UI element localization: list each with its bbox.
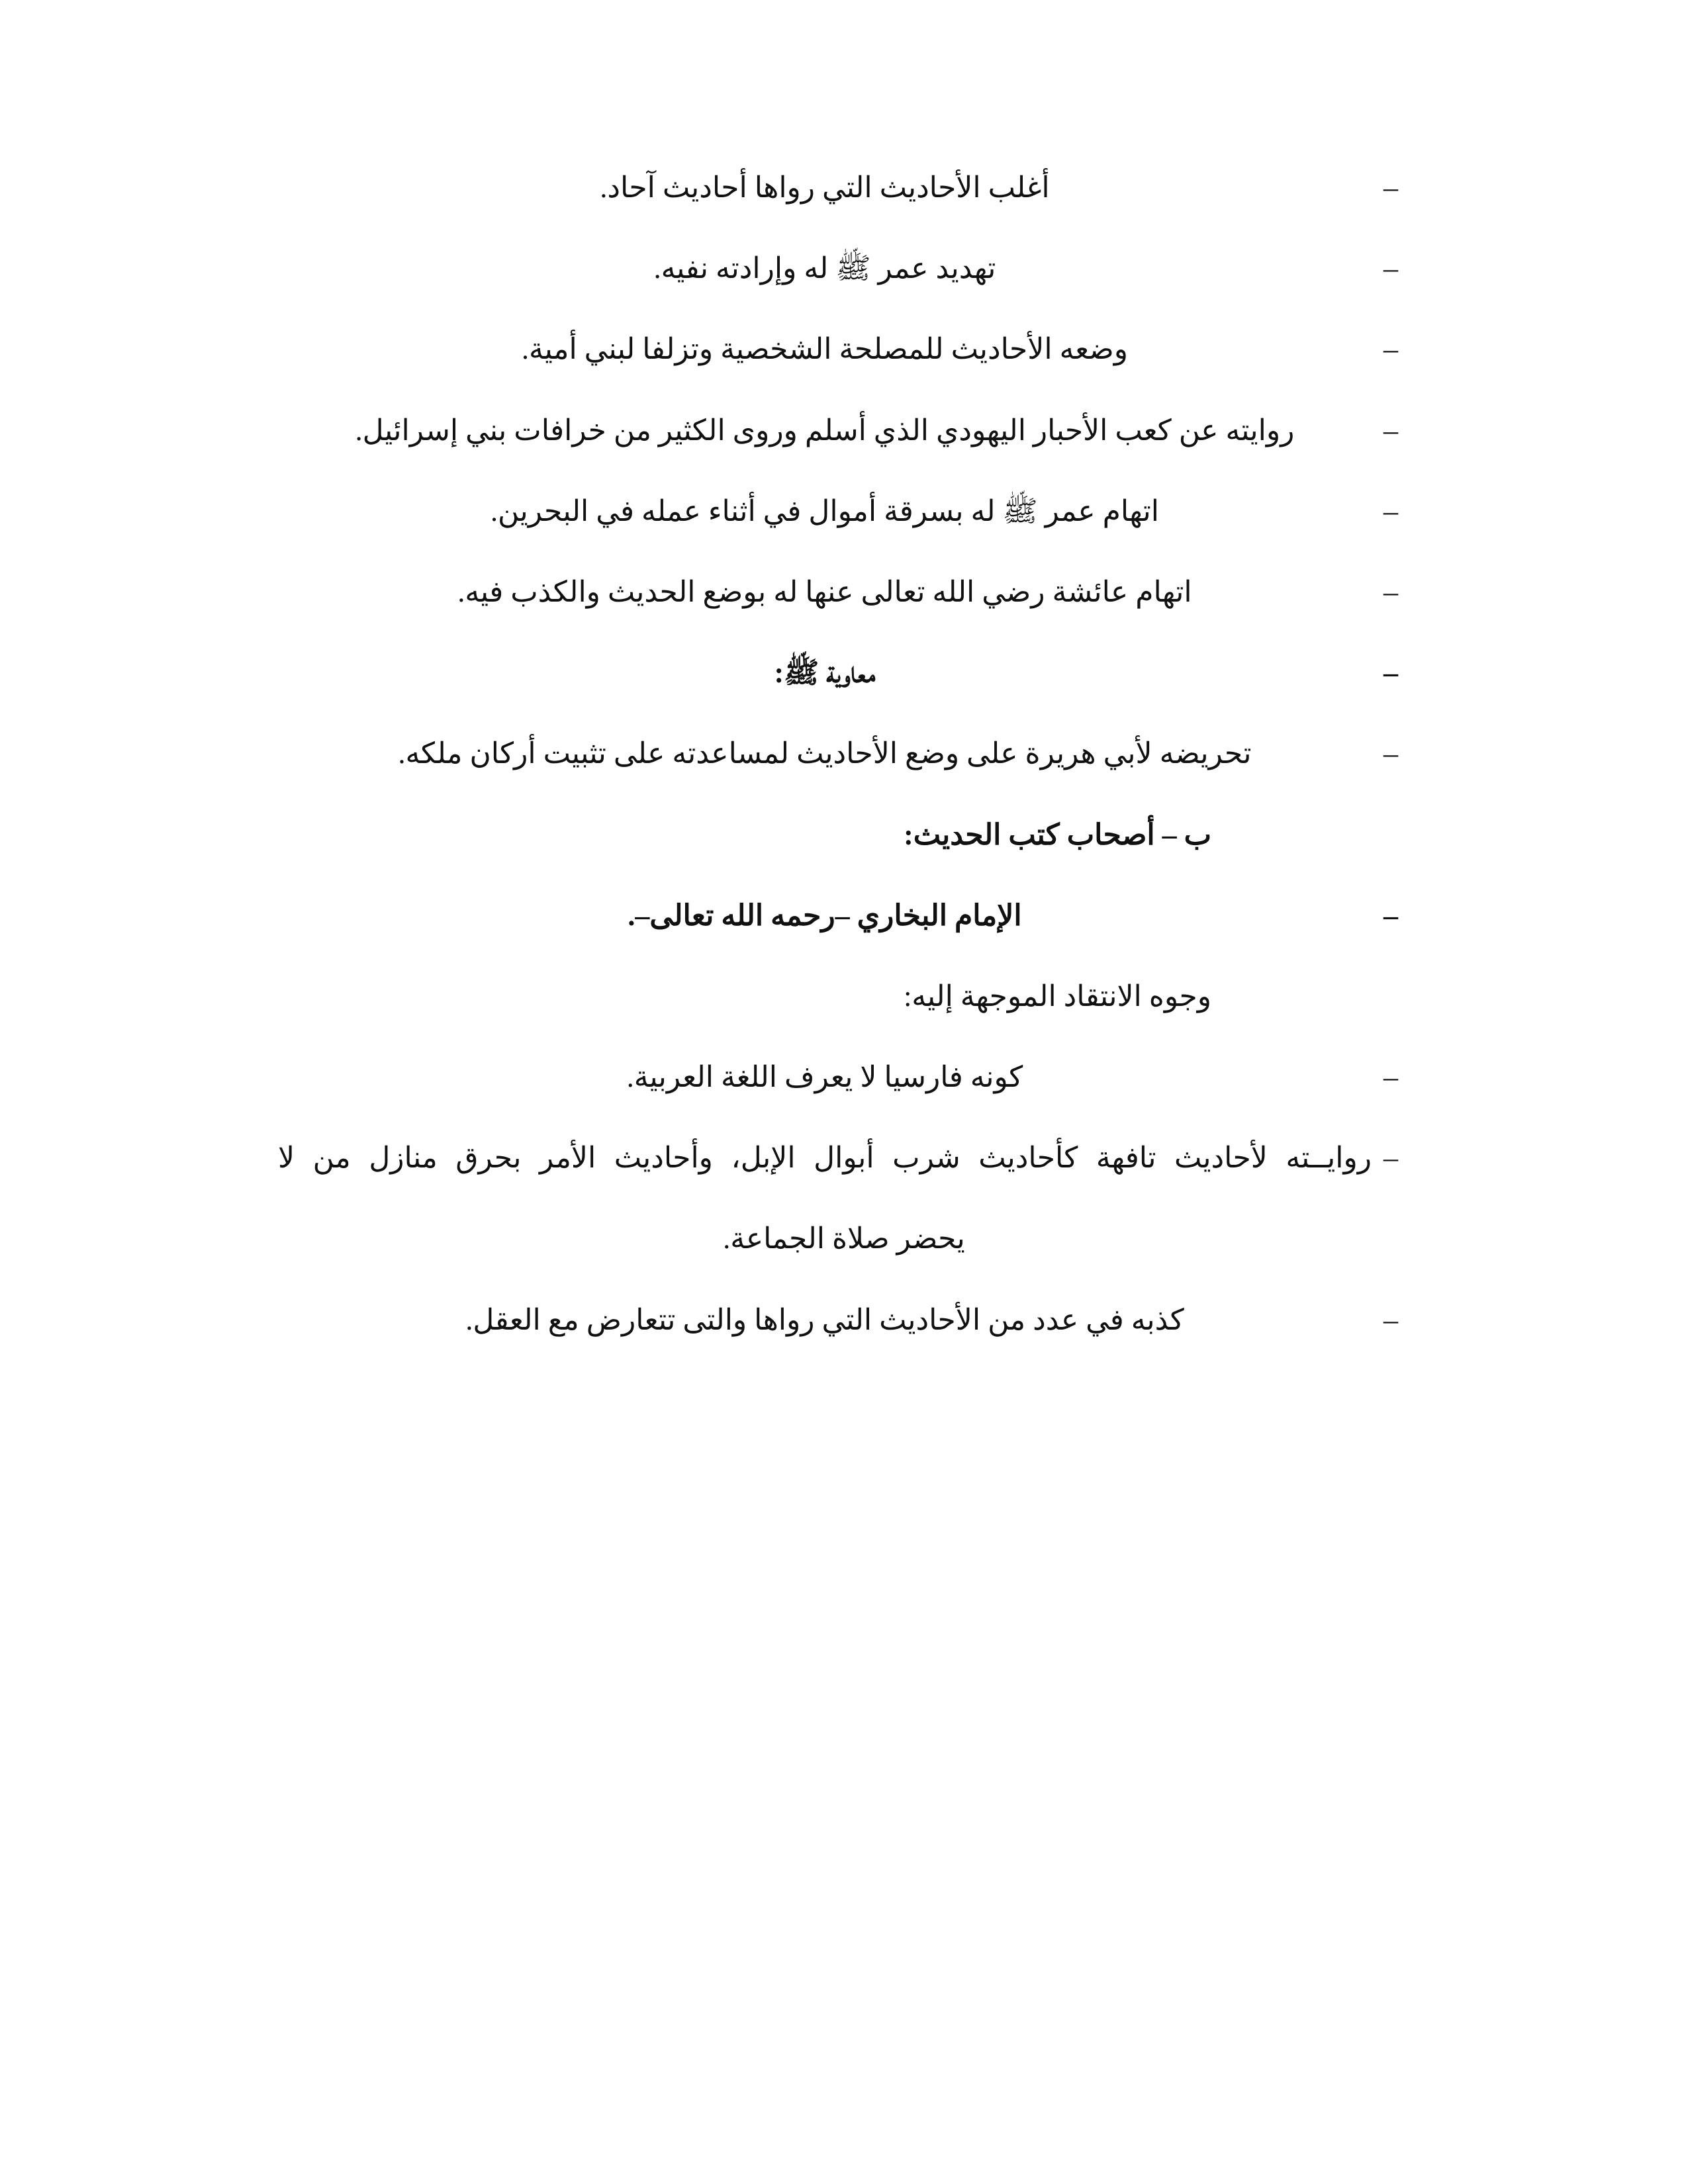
paragraph: وجوه الانتقاد الموجهة إليه:: [904, 979, 1211, 1013]
bullet-dash: –: [1383, 1303, 1398, 1336]
list-item-subheading: [278, 651, 1410, 696]
bullet-dash: –: [1383, 333, 1398, 366]
list-item: [278, 408, 1410, 453]
list-item-text: اتهام عمر ﷺ له بسرقة أموال في أثناء عمله في البحرين.: [490, 494, 1160, 527]
list-item: [278, 327, 1410, 372]
bullet-dash: –: [1383, 575, 1398, 608]
list-item-text: أغلب الأحاديث التي رواها أحاديث آحاد.: [600, 171, 1050, 204]
list-item: [278, 731, 1410, 776]
list-item-text: الإمام البخاري –رحمه الله تعالى–.: [628, 899, 1022, 932]
list-item-text: معاوية ﷺ:: [774, 657, 876, 690]
paragraph-continuation: يحضر صلاة الجماعة.: [723, 1222, 965, 1255]
section-heading: ب – أصحاب كتب الحديث:: [904, 818, 1211, 851]
bullet-dash: –: [1383, 657, 1398, 690]
bullet-dash: –: [1383, 414, 1398, 447]
list-item-text: وضعه الأحاديث للمصلحة الشخصية وتزلفا لبني أمية.: [522, 333, 1128, 366]
bullet-dash: –: [1383, 494, 1398, 527]
list-item-text: كونه فارسيا لا يعرف اللغة العربية.: [626, 1061, 1023, 1094]
list-item: [278, 1055, 1410, 1100]
list-item-text: كذبه في عدد من الأحاديث التي رواها والتى تتعارض مع العقل.: [465, 1303, 1184, 1336]
list-item: [278, 165, 1410, 210]
bullet-dash: –: [1383, 737, 1398, 770]
list-item-text: تهديد عمر ﷺ له وإرادته نفيه.: [653, 252, 996, 285]
list-item-text: اتهام عائشة رضي الله تعالى عنها له بوضع الحديث والكذب فيه.: [457, 575, 1192, 608]
list-item: [278, 1298, 1410, 1343]
list-item: [278, 246, 1410, 291]
list-item-text: روايته عن كعب الأحبار اليهودي الذي أسلم وروى الكثير من خرافات بني إسرائيل.: [355, 414, 1295, 447]
list-item-text: تحريضه لأبي هريرة على وضع الأحاديث لمساعدته على تثبيت أركان ملكه.: [398, 737, 1252, 770]
document-body: [278, 165, 1410, 1379]
bullet-dash: –: [1383, 1142, 1398, 1175]
bullet-dash: –: [1383, 1061, 1398, 1094]
bullet-dash: –: [1383, 252, 1398, 285]
list-item: [278, 1136, 1410, 1181]
list-item-text: روايــته لأحاديث تافهة كأحاديث شرب أبوال الإبل، وأحاديث الأمر بحرق منازل من لا: [278, 1142, 1372, 1175]
list-item-subheading: [278, 893, 1410, 938]
bullet-dash: –: [1383, 171, 1398, 204]
list-item: [278, 570, 1410, 615]
bullet-dash: –: [1383, 899, 1398, 932]
list-item: [278, 489, 1410, 534]
